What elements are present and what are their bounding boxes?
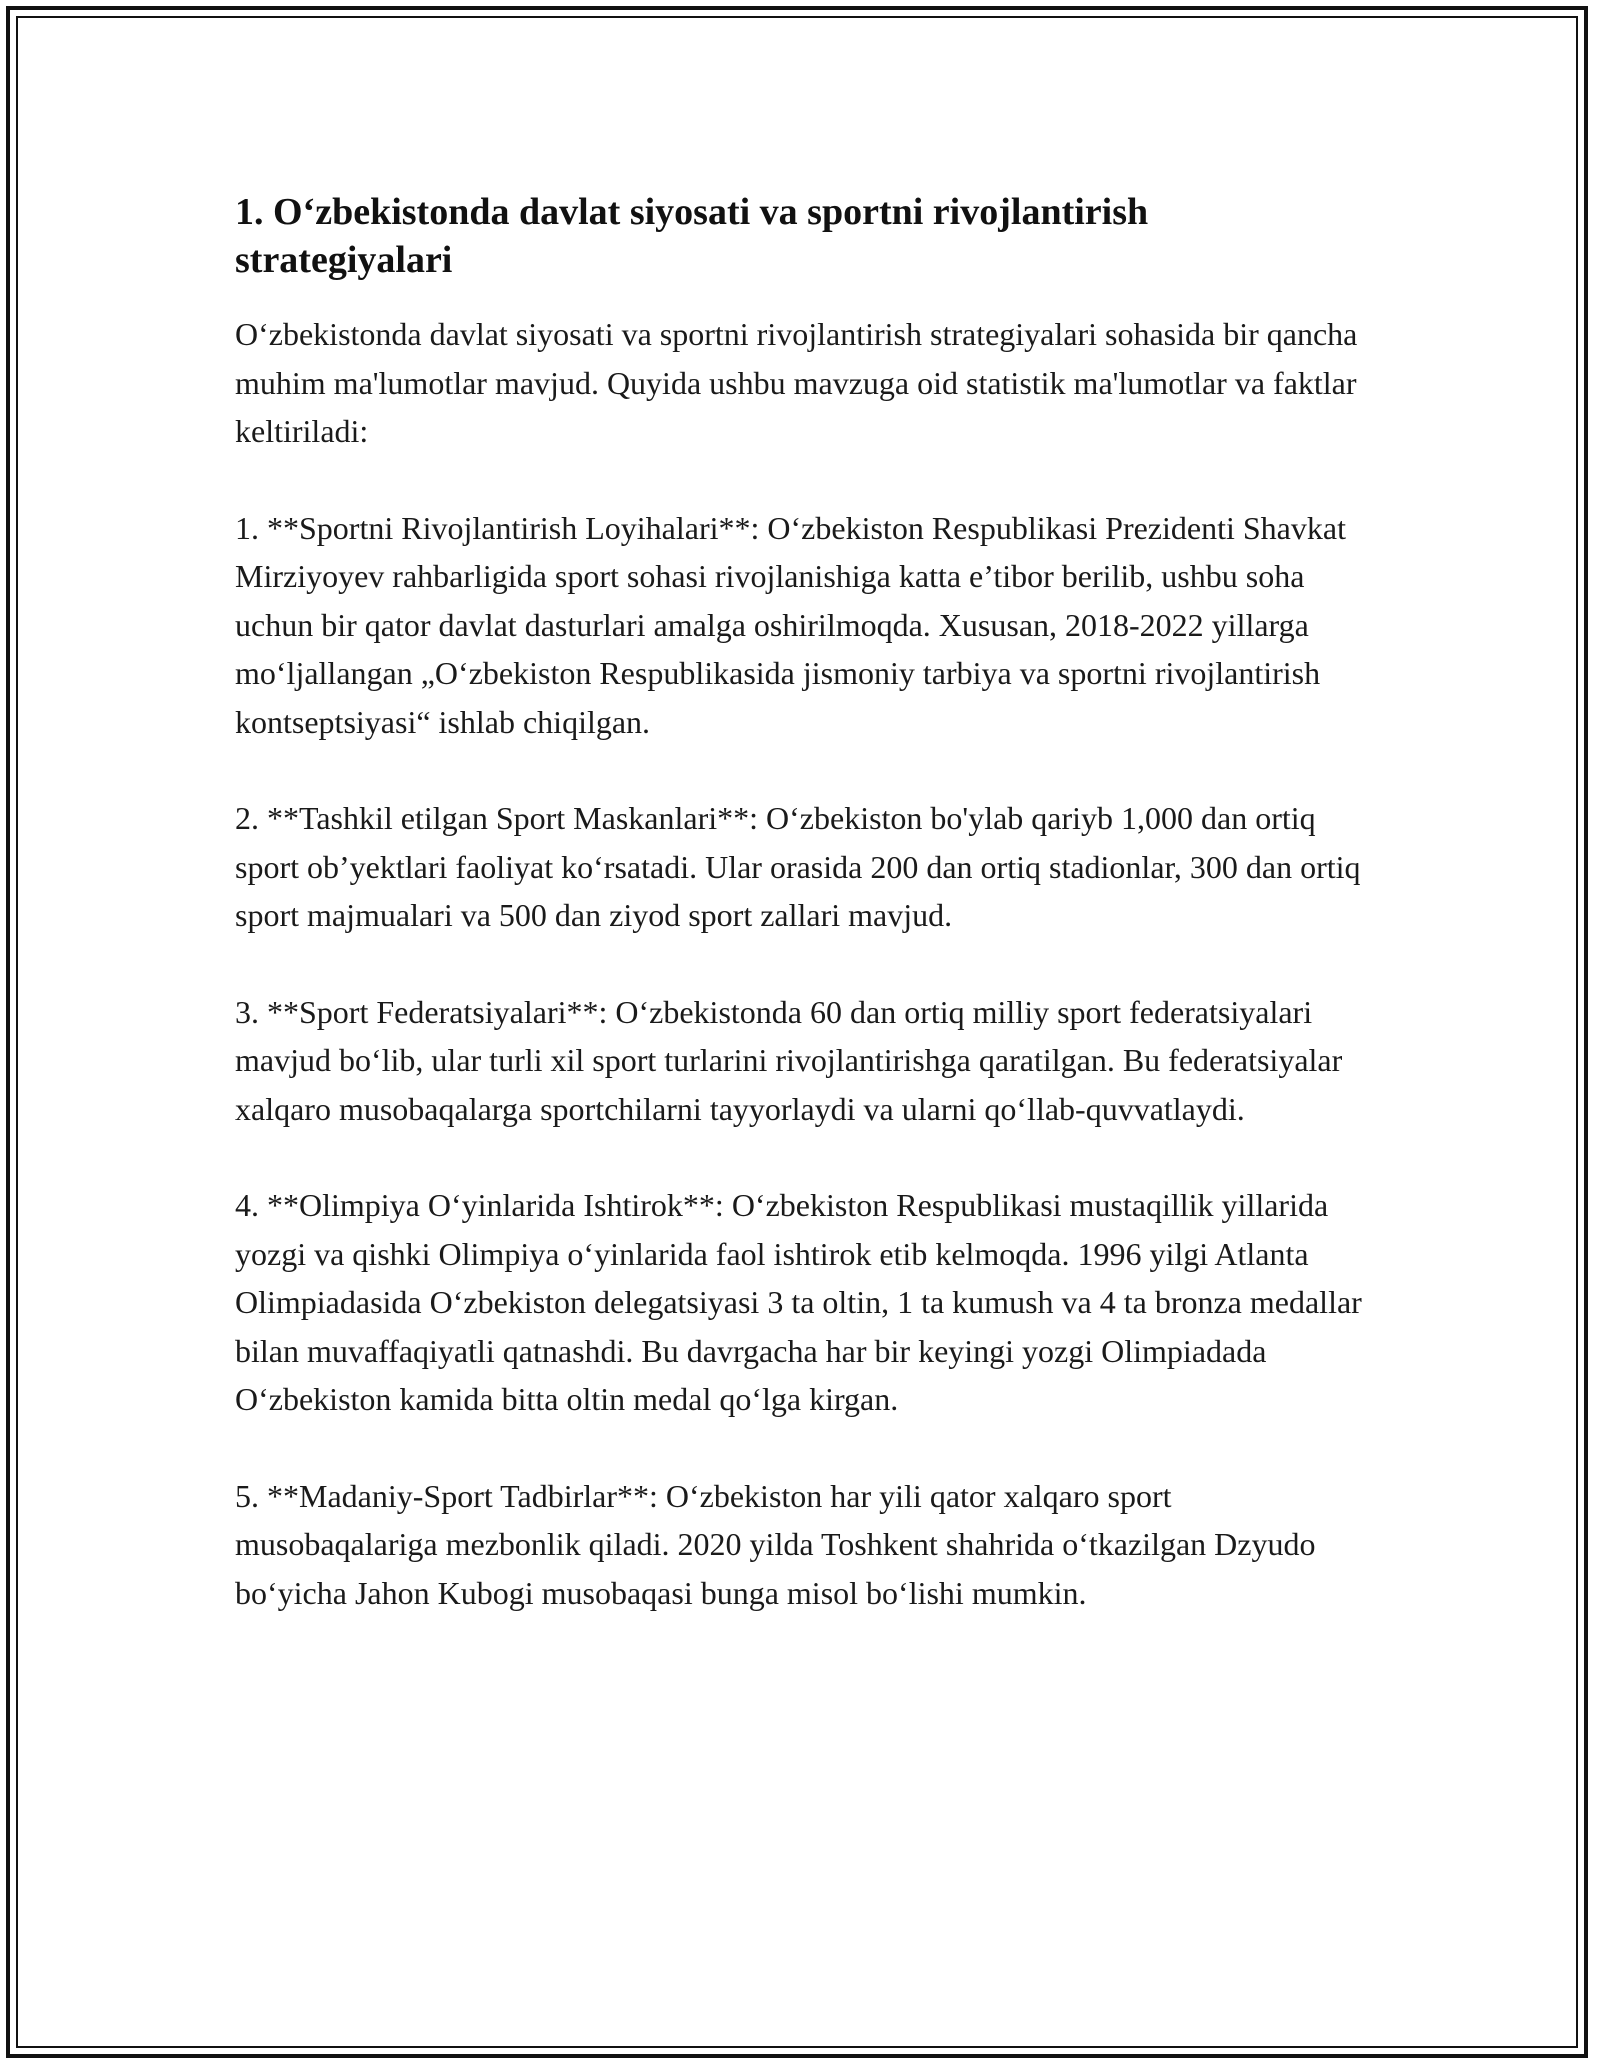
section-title: 1. O‘zbekistonda davlat siyosati va sportni rivojlantirish strategiyalari	[235, 191, 1149, 281]
intro-paragraph: O‘zbekistonda davlat siyosati va sportni rivojlantirish strategiyalari sohasida bir qancha muhim ma'lumotlar mavjud. Quyida ushbu mavzuga oid statistik ma'lumotlar va faktlar keltiriladi:	[235, 316, 1358, 449]
list-item: 2. **Tashkil etilgan Sport Maskanlari**: O‘zbekiston bo'ylab qariyb 1,000 dan ortiq sport ob’yektlari faoliyat ko‘rsatadi. Ular orasida 200 dan ortiq stadionlar, 300 dan ortiq sport majmualari va 500 dan ziyod sport zallari mavjud.	[235, 800, 1361, 933]
list-item: 1. **Sportni Rivojlantirish Loyihalari**: O‘zbekiston Respublikasi Prezidenti Shavkat Mirziyoyev rahbarligida sport sohasi rivojlanishiga katta e’tibor berilib, ushbu soha uchun bir qator davlat dasturlari amalga oshirilmoqda. Xususan, 2018-2022 yillarga mo‘ljallangan „O‘zbekiston Respublikasida jismoniy tarbiya va sportni rivojlantirish kontseptsiyasi“ ishlab chiqilgan.	[235, 509, 1346, 740]
list-item: 5. **Madaniy-Sport Tadbirlar**: O‘zbekiston har yili qator xalqaro sport musobaqalariga mezbonlik qiladi. 2020 yilda Toshkent shahrida o‘tkazilgan Dzyudo bo‘yicha Jahon Kubogi musobaqasi bunga misol bo‘lishi mumkin.	[235, 1477, 1316, 1611]
list-item: 3. **Sport Federatsiyalari**: O‘zbekistonda 60 dan ortiq milliy sport federatsiyalari mavjud bo‘lib, ular turli xil sport turlarini rivojlantirishga qaratilgan. Bu federatsiyalar xalqaro musobaqalarga sportchilarni tayyorlaydi va ularni qo‘llab-quvvatlaydi.	[235, 993, 1343, 1127]
list-item: 4. **Olimpiya O‘yinlarida Ishtirok**: O‘zbekiston Respublikasi mustaqillik yillarida yozgi va qishki Olimpiya o‘yinlarida faol ishtirok etib kelmoqda. 1996 yilgi Atlanta Olimpiadasida O‘zbekiston delegatsiyasi 3 ta oltin, 1 ta kumush va 4 ta bronza medallar bilan muvaffaqiyatli qatnashdi. Bu davrgacha har bir keyingi yozgi Olimpiadada O‘zbekiston kamida bitta oltin medal qo‘lga kirgan.	[235, 1187, 1362, 1417]
document-body	[235, 188, 1370, 1665]
